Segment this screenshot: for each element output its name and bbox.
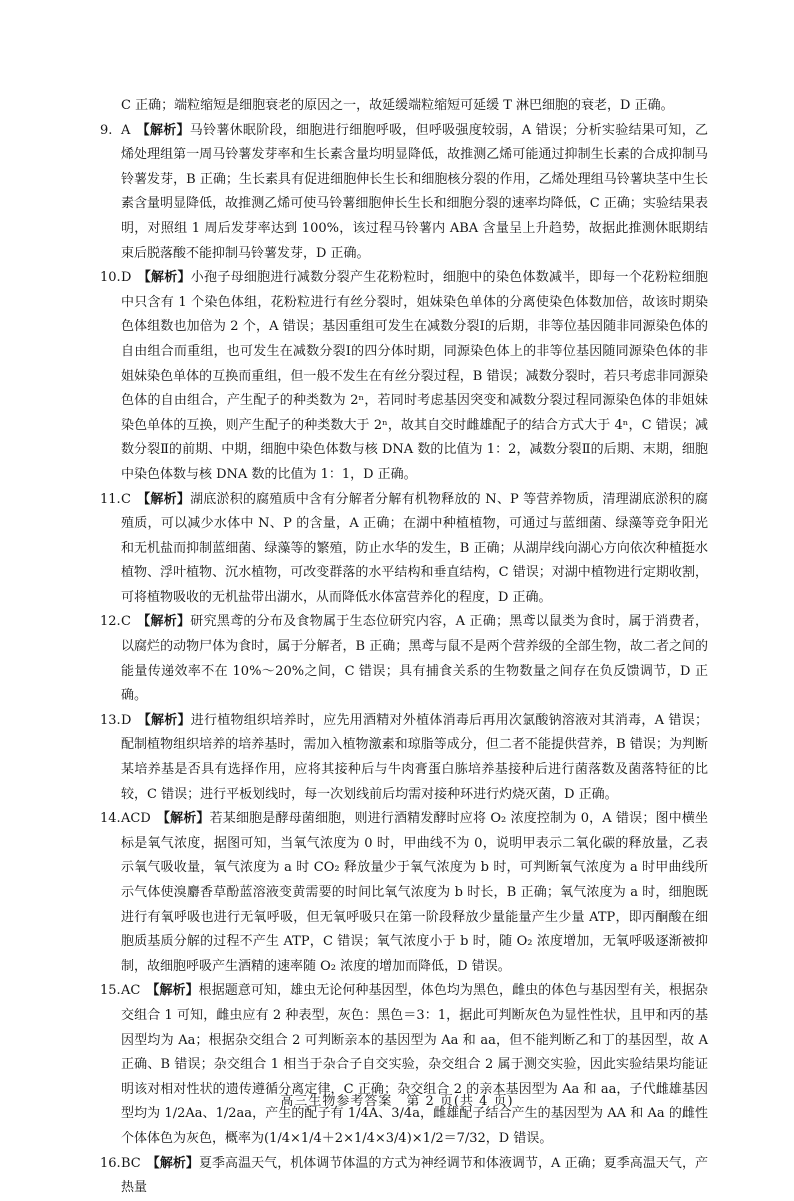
answer-choice: C — [121, 491, 131, 507]
analysis-tag: 【解析】 — [146, 1155, 199, 1171]
answer-choice: A — [121, 122, 131, 138]
analysis-text: 马铃薯休眠阶段，细胞进行细胞呼吸，但呼吸强度较弱，A 错误；分析实验结果可知，乙烯处理组第一周马铃薯发芽率和生长素含量均明显降低，故推测乙烯可能通过抑制生长素的合成抑制马铃薯发芽，B 正确；生长素具有促进细胞伸长生长和细胞核分裂的作用，乙烯处理组马铃薯块茎中生长素含量明显降低，故推测乙烯可使马铃薯细胞伸长生长和细胞分裂的速率均降低，C 正确；实验结果表明，对照组 1 周后发芽率达到 100%，该过程马铃薯内 ABA 含量呈上升趋势，故据此推测休眠期结束后脱落酸不能抑制马铃薯发芽，D 正确。 — [121, 122, 708, 261]
page-footer: 高三生物参考答案 第 2 页(共 4 页) — [280, 1094, 514, 1109]
answer-choice: ACD — [121, 811, 151, 827]
analysis-tag: 【解析】 — [136, 122, 190, 138]
analysis-text: 小孢子母细胞进行减数分裂产生花粉粒时，细胞中的染色体数减半，即每一个花粉粒细胞中只含有 1 个染色体组，花粉粒进行有丝分裂时，姐妹染色单体的分离使染色体数加倍，故该时期染色体组数也加倍为 2 个，A 错误；基因重组可发生在减数分裂Ⅰ的后期，非等位基因随非同源染色体的自由组合而重组，也可发生在减数分裂Ⅰ的四分体时期，同源染色体上的非等位基因随同源染色体的非姐妹染色单体的互换而重组，但一般不发生在有丝分裂过程，B 错误；减数分裂时，若只考虑非同源染色体的自由组合，产生配子的种类数为 2ⁿ，若同时考虑基因突变和减数分裂过程同源染色体的非姐妹染色单体的互换，则产生配子的种类数大于 2ⁿ，故其自交时雌雄配子的结合方式大于 4ⁿ，C 错误；减数分裂Ⅱ的前期、中期，细胞中染色体数与核 DNA 数的比值为 1：2，减数分裂Ⅱ的后期、末期，细胞中染色体数与核 DNA 数的比值为 1：1，D 正确。 — [121, 270, 708, 482]
answer-item-15 — [100, 979, 708, 1151]
answer-item-10 — [100, 266, 708, 487]
answer-choice: AC — [121, 983, 141, 999]
question-number: 10. — [100, 270, 121, 286]
analysis-text: 研究黑鸢的分布及食物属于生态位研究内容，A 正确；黑鸢以鼠类为食时，属于消费者，以腐烂的动物尸体为食时，属于分解者，B 正确；黑鸢与鼠不是两个营养级的全部生物，故二者之间的能量传递效率不在 10%～20%之间，C 错误；具有捕食关系的生物数量之间存在负反馈调节，D 正确。 — [121, 614, 708, 704]
answer-item-9 — [100, 119, 708, 267]
question-number: 12. — [100, 614, 121, 630]
answer-item-13 — [100, 709, 708, 807]
analysis-text: 根据题意可知，雄虫无论何种基因型，体色均为黑色，雌虫的体色与基因型有关，根据杂交组合 1 可知，雌虫应有 2 种表型，灰色：黑色＝3：1，据此可判断灰色为显性性状，且甲和丙的基因型均为 Aa；根据杂交组合 2 可判断亲本的基因型为 Aa 和 aa，但不能判断乙和丁的基因型，故 A 正确、B 错误；杂交组合 1 相当于杂合子自交实验，杂交组合 2 属于测交实验，因此实验结果均能证明该对相对性状的遗传遵循分离定律，C 正确；杂交组合 2 的亲本基因型为 Aa 和 aa，子代雌雄基因型均为 1/2Aa、1/2aa，产生的配子有 1/4A、3/4a，雌雄配子结合产生的基因型为 AA 和 Aa 的雌性个体体色为灰色，概率为(1/4×1/4＋2×1/4×3/4)×1/2＝7/32，D 错误。 — [121, 983, 708, 1146]
answer-item-16 — [100, 1152, 708, 1201]
question-number: 16. — [100, 1155, 121, 1171]
answer-item-11 — [100, 488, 708, 611]
answer-choice: D — [121, 270, 132, 286]
analysis-tag: 【解析】 — [156, 811, 210, 827]
analysis-tag: 【解析】 — [136, 491, 191, 507]
analysis-tag: 【解析】 — [137, 712, 191, 728]
answer-item-12 — [100, 610, 708, 708]
question-number: 13. — [100, 712, 121, 728]
continued-answer-text: C 正确；端粒缩短是细胞衰老的原因之一，故延缓端粒缩短可延缓 T 淋巴细胞的衰老，D 正确。 — [121, 98, 674, 113]
analysis-text: 夏季高温天气，机体调节体温的方式为神经调节和体液调节，A 正确；夏季高温天气，产热量 — [121, 1155, 708, 1196]
question-number: 11. — [100, 491, 121, 507]
question-number: 14. — [100, 811, 121, 827]
answer-choice: C — [121, 614, 131, 630]
answer-choice: BC — [121, 1155, 141, 1171]
analysis-text: 湖底淤积的腐殖质中含有分解者分解有机物释放的 N、P 等营养物质，清理湖底淤积的腐殖质，可以减少水体中 N、P 的含量，A 正确；在湖中种植植物，可通过与蓝细菌、绿藻等竞争阳光和无机盐而抑制蓝细菌、绿藻等的繁殖，防止水华的发生，B 正确；从湖岸线向湖心方向依次种植挺水植物、浮叶植物、沉水植物，可改变群落的水平结构和垂直结构，C 错误；对湖中植物进行定期收割，可将植物吸收的无机盐带出湖水，从而降低水体富营养化的程度，D 正确。 — [121, 491, 708, 605]
analysis-text: 进行植物组织培养时，应先用酒精对外植体消毒后再用次氯酸钠溶液对其消毒，A 错误；配制植物组织培养的培养基时，需加入植物激素和琼脂等成分，但二者不能提供营养，B 错误；为判断某培养基是否具有选择作用，应将其接种后与牛肉膏蛋白胨培养基接种后进行菌落数及菌落特征的比较，C 错误；进行平板划线时，每一次划线前后均需对接种环进行灼烧灭菌，D 正确。 — [121, 712, 708, 802]
answer-content — [100, 94, 708, 1201]
analysis-tag: 【解析】 — [136, 614, 191, 630]
question-number: 9. — [100, 122, 113, 138]
analysis-text: 若某细胞是酵母菌细胞，则进行酒精发酵时应将 O₂ 浓度控制为 0，A 错误；图中横坐标是氧气浓度，据图可知，当氧气浓度为 0 时，甲曲线不为 0，说明甲表示二氧化碳的释放量，乙表示氧气吸收量，氧气浓度为 a 时 CO₂ 释放量少于氧气浓度为 b 时，可判断氧气浓度为 a 时甲曲线所示气体使溴麝香草酚蓝溶液变黄需要的时间比氧气浓度为 b 时长，B 正确；氧气浓度为 a 时，细胞既进行有氧呼吸也进行无氧呼吸，但无氧呼吸只在第一阶段释放少量能量产生少量 ATP，即丙酮酸在细胞质基质分解的过程不产生 ATP，C 错误；氧气浓度小于 b 时，随 O₂ 浓度增加，无氧呼吸逐渐被抑制，故细胞呼吸产生酒精的速率随 O₂ 浓度的增加而降低，D 错误。 — [121, 811, 708, 974]
analysis-tag: 【解析】 — [146, 983, 199, 999]
answer-item-14 — [100, 807, 708, 979]
analysis-tag: 【解析】 — [137, 270, 191, 286]
question-number: 15. — [100, 983, 121, 999]
answer-choice: D — [121, 712, 132, 728]
